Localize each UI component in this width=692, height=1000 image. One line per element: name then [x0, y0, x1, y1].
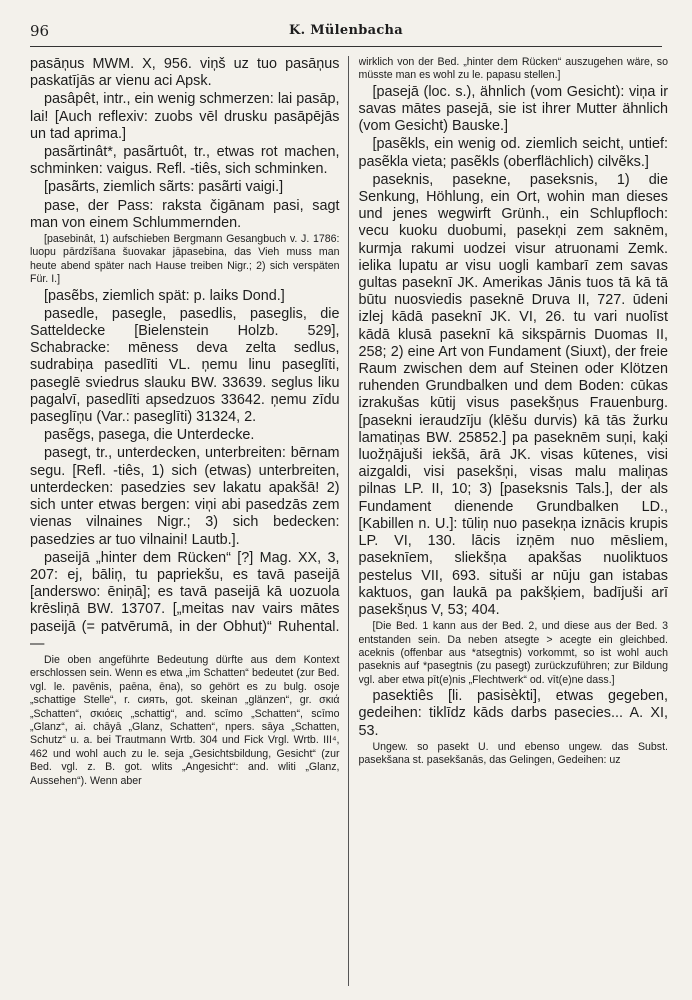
etymology-note: [pasebinât, 1) aufschieben Bergmann Gesangbuch v. J. 1786: luopu pārdzīšana šuovakar jāpasebina, das Vieh muss man heute abend später nach Hause treiben Nigr.; 2) sich verspäten Für. I.] [30, 233, 340, 286]
etymology-note: wirklich von der Bed. „hinter dem Rücken“ auszugehen wäre, so müsste man es wohl zu le. papasu stellen.] [358, 56, 668, 82]
dictionary-entry: pasektiês [li. pasisèkti], etwas gegeben, gedeihen: tiklīdz kāds darbs pasecies... A. XI, 53. [358, 688, 668, 739]
dictionary-entry: pasegt, tr., unterdecken, unterbreiten: bērnam segu. [Refl. -tiês, 1) sich (etwas) unterbreiten, unterdecken: pasedzies sev lakatu apakšā! 2) sich unter etwas bergen: viņi abi pasedzās zem vienas vilnaines Nigr.; 3) sich bedecken: pasedzies ar tuo vilnaini! Lautb.]. [30, 445, 340, 548]
dictionary-entry: [pasãrts, ziemlich sãrts: pasãrti vaigi.] [44, 179, 284, 196]
dictionary-entry: pasâpêt, intr., ein wenig schmerzen: lai pasāp, lai! [Auch reflexiv: zuobs vēl drusku pasāpējās un tad aprima.] [30, 91, 340, 142]
right-column [359, 56, 669, 986]
dictionary-columns [30, 56, 668, 986]
dictionary-entry: pasãrtinât*, pasãrtuôt, tr., etwas rot machen, schminken: vaigus. Refl. -tiês, sich schminken. [30, 144, 340, 178]
dictionary-entry: pasedle, pasegle, pasedlis, paseglis, die Satteldecke [Bielenstein Holzb. 529], Schabracke: mēness deva zelta sedlus, sudrabiņa pasedlīti VL. ņemu linu paseglīti, paseglē sviedrus slauku BW. 33639. seglus liku pagalvī, pasedlīti apsedzuos 33642. ņemu zīdu paseglīņu (Var.: paseglīti) 31324, 2. [30, 305, 340, 426]
dictionary-entry: pase, der Pass: raksta čigānam pasi, sagt man von einem Schlummernden. [30, 197, 340, 231]
dictionary-entry: paseknis, pasekne, paseksnis, 1) die Senkung, Höhlung, ein Ort, wohin man dieses und jenes wegwirft Grünh., ein Schlupfloch: vecu kuoku duobumi, pasekņi zem saknēm, kurmja rakumi uodzei visur atruonami Zemk. ielika lupatu ar visu uogli kambarī zem savas gultas paseknī JK. Amerikas Jānis tuos tā kā tā būtu nuosviedis paseknē Druva II, 727. ūdeni izlej kādā paseknī JK. VI, 26. tu vari nuolīst kādā klusā paseknī kā sikspārnis Duomas II, 258; 2) eine Art von Fundament (Siuxt), der freie Raum zwischen dem auf Steinen oder Klötzen ruhenden Grundbalken und dem Boden: cūkas izrakušas kūtij visus pasekšņus Frauenburg. [pasekni ieraudzīju (klēšu durvis) kā tās žurku lamatiņas BW. 25852.] pa paseknēm suņi, kaķi luožņājuši iekšā, ārā JK. visas kūtenes, visi aizgaldi, visi pasekšņi, visas malu maliņas pilnas LP. II, 10; 3) [paseksnis Tals.], der als Fundament dienende Grundbalken LD., [Kabillen n. U.]: tūliņ nuo pasekņa iznācis krupis LP. VI, 130. lācis izņēm nuo mēsliem, paseknīem, sliekšņa apakšas nuoliktuos pestelus VII, 693. situši ar nūju gan istabas kaktuos, gan laukā pa pakšķiem, badījuši arī pasekšņus V, 53; 404. [358, 171, 668, 618]
dictionary-entry: pasāņus MWM. X, 956. viņš uz tuo pasāņus paskatījās ar vienu aci Apsk. [30, 56, 340, 90]
left-column [30, 56, 349, 986]
etymology-note: Die oben angeführte Bedeutung dürfte aus dem Kontext erschlossen sein. Wenn es etwa „im Schatten“ bedeutet (zur Bed. vgl. le. pavēnis, paēna, ēna), so gehört es zu bulg. osoje „schattige Stelle“, r. сиять, got. skeinan „glänzen“, gr. σκιά „Schatten“, σκιόεις „schattig“, and. scīmo „Schatten“, scīmo „Glanz“, ai. chāyā „Glanz, Schatten“, npers. sāya „Schatten, Schutz“ u. a. bei Trautmann Wrtb. 304 und Fick Vrgl. Wrtb. III⁴, 462 und wohl auch zu le. seja „Gesichtsbildung, Gesicht“ (zur Bed. vgl. z. B. got. wlits „Angesicht“: and. wliti „Glanz, Aussehen“). Wenn aber [30, 653, 340, 787]
dictionary-entry: [pasẽkls, ein wenig od. ziemlich seicht, untief: pasẽkla vieta; pasẽkls (oberflächlich) cilvẽks.] [358, 136, 668, 170]
dictionary-entry: [pasejā (loc. s.), ähnlich (vom Gesicht): viņa ir savas mātes pasejā, sie ist ihrer Mutter ähnlich (vom Gesicht) Bauske.] [358, 83, 668, 135]
etymology-note: [Die Bed. 1 kann aus der Bed. 2, und diese aus der Bed. 3 entstanden sein. Da neben atsegte > acegte ein gleichbed. aceknis (offenbar aus *atsegtnis) vorkommt, so ist wohl auch paseknis auf *pasegtnis (zu pasegt) zurückzuführen; zur Bildung vgl. aber etwa pīt(e)nis „Flechtwerk“ od. vīt(e)ne dass.] [358, 620, 668, 686]
dictionary-entry: pasẽgs, pasega, die Unterdecke. [44, 427, 255, 444]
page-number: 96 [30, 22, 50, 40]
etymology-note: Ungew. so pasekt U. und ebenso ungew. das Subst. pasekšana st. pasekšanās, das Gelingen, Gedeihen: uz [358, 740, 668, 767]
page-header [30, 22, 662, 47]
running-head: K. Mülenbacha [288, 23, 404, 38]
dictionary-entry: [pasẽbs, ziemlich spät: p. laiks Dond.] [44, 287, 285, 304]
dictionary-entry: paseijā „hinter dem Rücken“ [?] Mag. XX, 3, 207: ej, bāliņ, tu papriekšu, es tavā paseijā [anderswo: ēniņā]; es tavā paseijā kā uozuola krēsliņā BW. 13707. [„meitas nav vairs mātes paseijā (= patvērumā, in der Obhut)“ Ruhental. — [30, 549, 340, 652]
